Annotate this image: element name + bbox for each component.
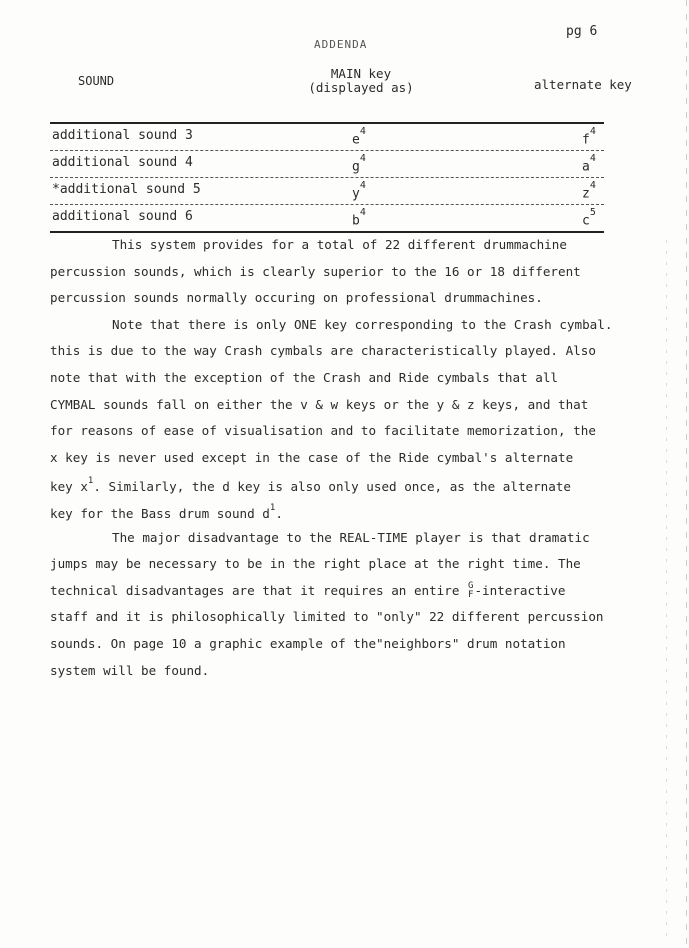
section-title: ADDENDA — [314, 38, 368, 51]
text-line: percussion sounds, which is clearly superior to the 16 or 18 different — [50, 263, 581, 279]
header-main-key-line2: (displayed as) — [308, 80, 414, 95]
header-alternate-key: alternate key — [534, 77, 632, 92]
paragraph-3 — [50, 525, 660, 685]
key-table — [50, 122, 604, 233]
row-alternate-key: $c^5$ — [582, 207, 596, 229]
body-text — [50, 232, 660, 684]
table-row — [50, 205, 604, 231]
text-line: system will be found. — [50, 662, 210, 678]
text-line: x key is never used except in the case of the Ride cymbal's alternate — [50, 449, 574, 465]
text-line: key for the Bass drum sound $d^1$. — [50, 502, 283, 522]
text-line: jumps may be necessary to be in the right place at the right time. The — [50, 556, 581, 572]
text-line: sounds. On page 10 a graphic example of the"neighbors" drum notation — [50, 635, 566, 651]
table-row — [50, 151, 604, 177]
row-sound-label: additional sound 4 — [52, 155, 193, 170]
g-over-f-fraction: G F — [468, 581, 474, 601]
row-main-key: $e^4$ — [352, 126, 366, 148]
text-line: note that with the exception of the Crash and Ride cymbals that all — [50, 369, 558, 385]
text-line: Note that there is only ONE key corresponding to the Crash cymbal. — [112, 316, 613, 332]
paragraph-1 — [50, 232, 660, 312]
row-alternate-key: $z^4$ — [582, 180, 596, 202]
header-main-key-line1: MAIN key — [330, 66, 392, 81]
row-sound-label: additional sound 3 — [52, 128, 193, 143]
text-line: for reasons of ease of visualisation and to facilitate memorization, the — [50, 423, 596, 439]
page-edge-mark-inner — [666, 240, 667, 940]
row-main-key: $g^4$ — [352, 153, 366, 175]
text-line: staff and it is philosophically limited to "only" 22 different percussion — [50, 609, 604, 625]
row-main-key: $y^4$ — [352, 180, 366, 202]
text-line: This system provides for a total of 22 different drummachine — [112, 237, 567, 252]
text-line: key $x^1$. Similarly, the d key is also only used once, as the alternate — [50, 476, 572, 495]
header-main-key — [296, 67, 426, 95]
text-line: CYMBAL sounds fall on either the v & w keys or the y & z keys, and that — [50, 396, 589, 412]
page-number: pg 6 — [566, 24, 598, 39]
text-line: technical disadvantages are that it requires an entire G F -interactive — [50, 581, 566, 601]
row-alternate-key: $f^4$ — [582, 126, 596, 148]
row-main-key: $b^4$ — [352, 207, 366, 229]
text-line: The major disadvantage to the REAL-TIME player is that dramatic — [112, 529, 590, 545]
table-row — [50, 178, 604, 204]
text-line: this is due to the way Crash cymbals are characteristically played. Also — [50, 343, 596, 359]
row-sound-label: additional sound 6 — [52, 209, 193, 224]
text-line: percussion sounds normally occuring on professional drummachines. — [50, 290, 543, 306]
row-alternate-key: $a^4$ — [582, 153, 596, 175]
page-edge-mark — [686, 0, 687, 948]
paragraph-2 — [50, 312, 660, 525]
row-sound-label: *additional sound 5 — [52, 182, 201, 197]
table-row — [50, 124, 604, 150]
header-sound: SOUND — [78, 74, 115, 88]
